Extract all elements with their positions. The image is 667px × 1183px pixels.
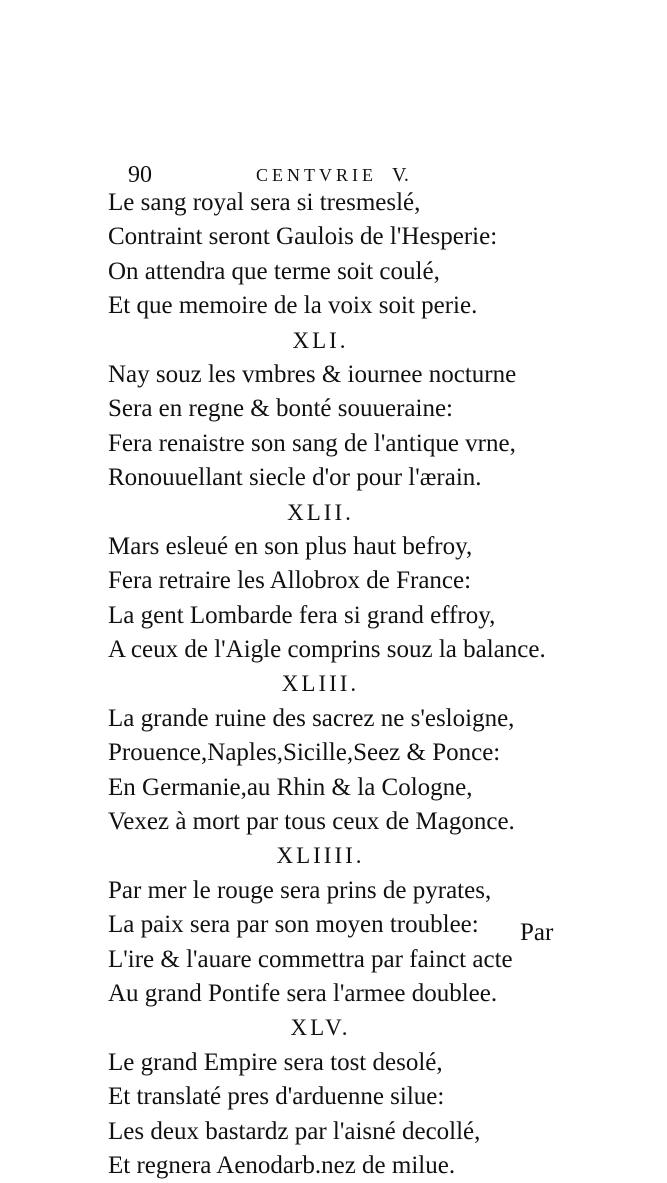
verse-line: Mars esleué en son plus haut befroy, bbox=[108, 532, 473, 560]
verse-line: La grande ruine des sacrez ne s'esloigne, bbox=[108, 704, 515, 732]
catchword: Par bbox=[520, 919, 554, 946]
verse-line: Et que memoire de la voix soit perie. bbox=[108, 292, 478, 320]
verse-line: Les deux bastardz par l'aisné decollé, bbox=[108, 1117, 481, 1145]
verse-line: Et translaté pres d'arduenne silue: bbox=[108, 1083, 445, 1111]
verse-line: Fera retraire les Allobrox de France: bbox=[108, 567, 472, 595]
header-mark: V. bbox=[392, 164, 409, 186]
running-title: CENTVRIE bbox=[256, 165, 377, 185]
verse-line: Au grand Pontife sera l'armee doublee. bbox=[108, 979, 498, 1007]
verse-line: Prouence,Naples,Sicille,Seez & Ponce: bbox=[108, 739, 501, 767]
verse-line: Ronouuellant siecle d'or pour l'ærain. bbox=[108, 464, 482, 492]
quatrain-numeral: XLIII. bbox=[281, 671, 360, 697]
verse-line: Vexez à mort par tous ceux de Magonce. bbox=[108, 808, 515, 836]
verse-line: En Germanie,au Rhin & la Cologne, bbox=[108, 773, 473, 801]
verse-text bbox=[108, 186, 588, 1183]
verse-line: Le sang royal sera si tresmeslé, bbox=[108, 189, 421, 216]
verse-line: On attendra que terme soit coulé, bbox=[108, 257, 440, 285]
verse-line: Contraint seront Gaulois de l'Hesperie: bbox=[108, 223, 498, 251]
verse-line: La paix sera par son moyen troublee: bbox=[108, 911, 479, 939]
quatrain-numeral: XLII. bbox=[287, 499, 354, 525]
verse-line: L'ire & l'auare commettra par fainct acte bbox=[108, 945, 513, 973]
verse-line: Et regnera Aenodarb.nez de milue. bbox=[108, 1151, 456, 1179]
quatrain-numeral: XLIIII. bbox=[276, 843, 365, 869]
verse-line: Le grand Empire sera tost desolé, bbox=[108, 1048, 443, 1076]
quatrain-numeral: XLI. bbox=[292, 327, 349, 353]
verse-line: A ceux de l'Aigle comprins souz la balance. bbox=[108, 636, 546, 664]
verse-line: Par mer le rouge sera prins de pyrates, bbox=[108, 876, 492, 904]
page-number: 90 bbox=[128, 162, 152, 188]
quatrain-numeral: XLV. bbox=[290, 1015, 351, 1041]
verse-line: Nay souz les vmbres & iournee nocturne bbox=[108, 360, 517, 388]
verse-line: Fera renaistre son sang de l'antique vrne, bbox=[108, 429, 516, 457]
verse-line: Sera en regne & bonté souueraine: bbox=[108, 395, 454, 423]
verse-line: La gent Lombarde fera si grand effroy, bbox=[108, 601, 496, 629]
